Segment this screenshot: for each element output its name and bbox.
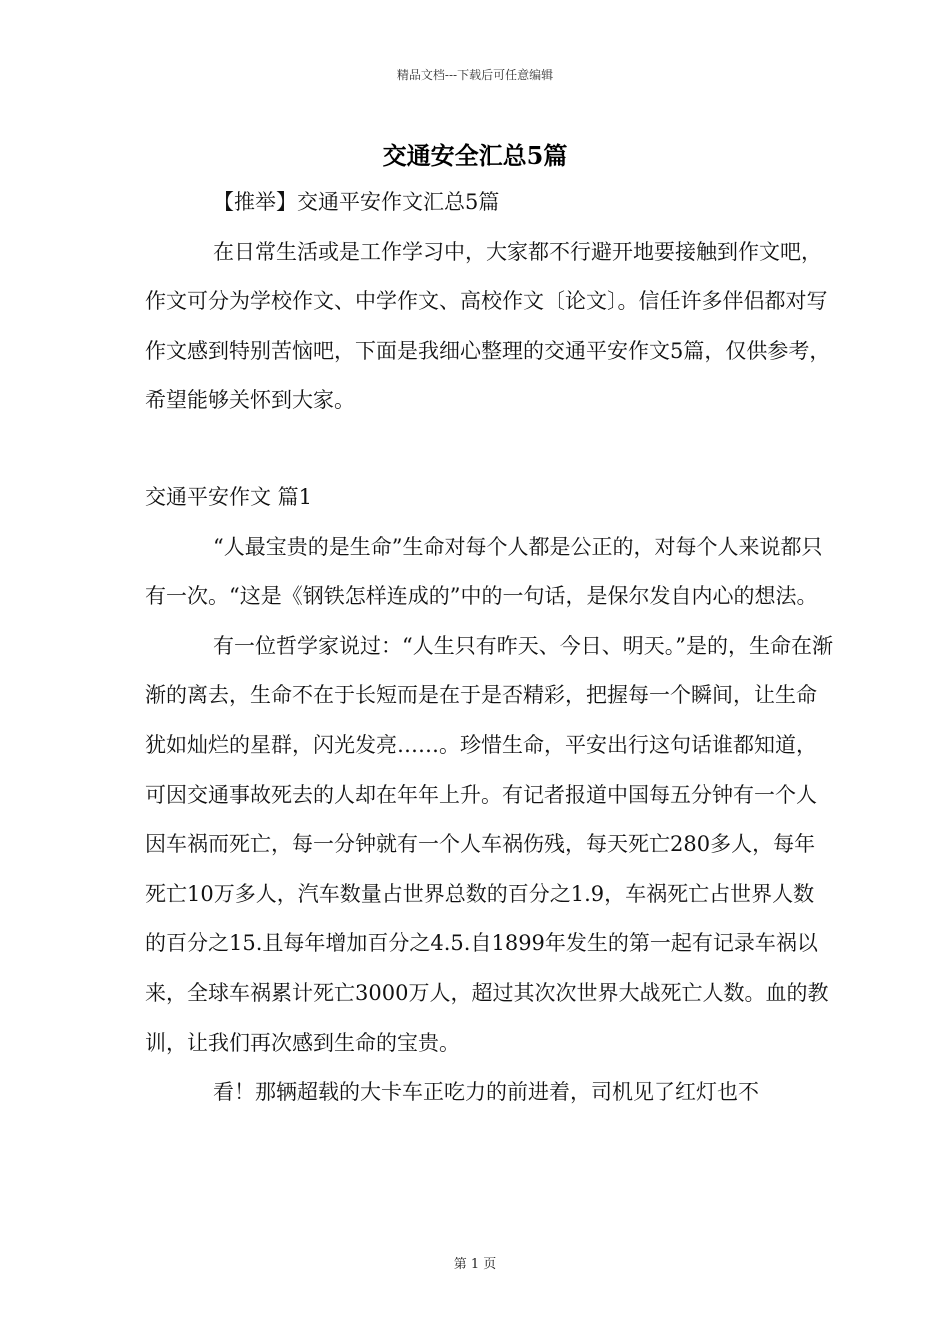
document-title: 交通安全汇总5篇 xyxy=(382,141,568,170)
page-header: 精品文档---下载后可任意编辑 xyxy=(396,68,554,82)
section-paragraph-1: “人最宝贵的是生命”生命对每个人都是公正的，对每个人来说都只有一次。“这是《钢铁怎样连成的”中的一句话，是保尔发自内心的想法。 xyxy=(145,534,823,609)
document-body xyxy=(145,178,835,1118)
section-paragraph-2: 有一位哲学家说过：“人生只有昨天、今日、明天。”是的，生命在渐渐的离去，生命不在于长短而是在于是否精彩，把握每一个瞬间，让生命犹如灿烂的星群，闪光发亮……。珍惜生命，平安出行这句话谁都知道，可因交通事故死去的人却在年年上升。有记者报道中国每五分钟有一个人因车祸而死亡，每一分钟就有一个人车祸伤残，每天死亡280多人，每年死亡10万多人，汽车数量占世界总数的百分之1.9，车祸死亡占世界人数的百分之15.且每年增加百分之4.5.自1899年发生的第一起有记录车祸以来，全球车祸累计死亡3000万人，超过其次次世界大战死亡人数。血的教训，让我们再次感到生命的宝贵。 xyxy=(145,633,833,1055)
section-paragraph-3: 看！那辆超载的大卡车正吃力的前进着，司机见了红灯也不 xyxy=(213,1080,759,1105)
paragraph-gap xyxy=(145,426,835,473)
section-heading: 交通平安作文 篇1 xyxy=(145,484,313,509)
intro-paragraph: 在日常生活或是工作学习中，大家都不行避开地要接触到作文吧，作文可分为学校作文、中学作文、高校作文〔论文〕。信任许多伴侣都对写作文感到特别苦恼吧，下面是我细心整理的交通平安作文5篇，仅供参考，希望能够关怀到大家。 xyxy=(145,239,831,413)
subtitle: 【推举】交通平安作文汇总5篇 xyxy=(213,190,500,214)
page-footer: 第 1 页 xyxy=(453,1257,497,1272)
